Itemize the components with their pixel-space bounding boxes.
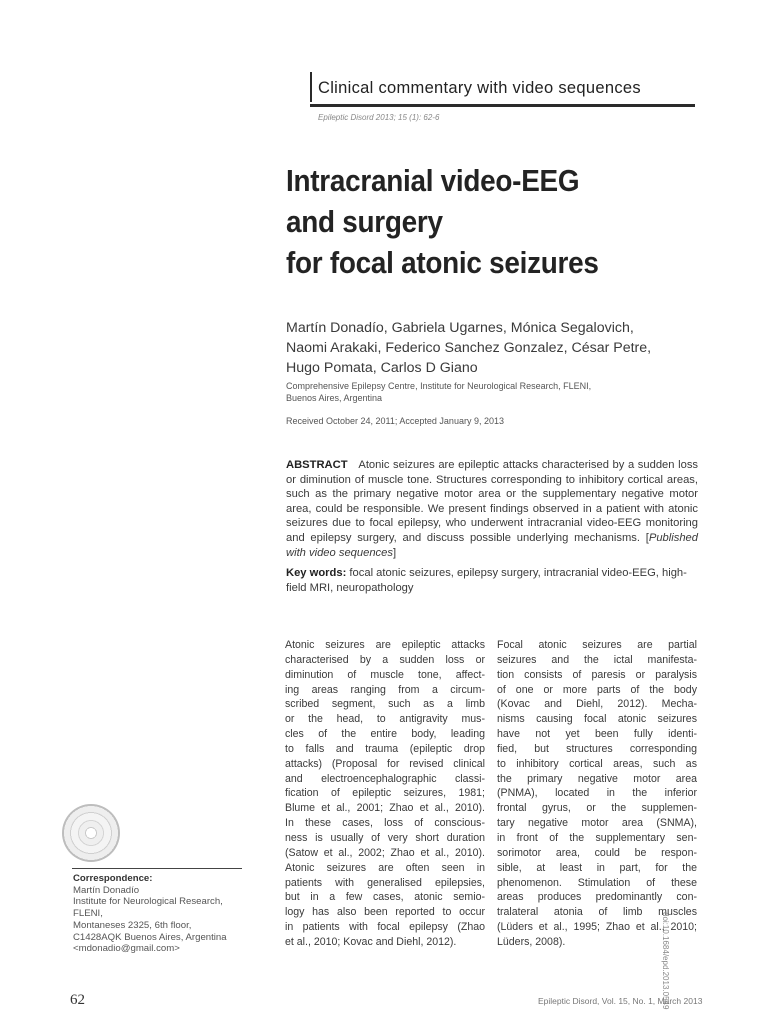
body-line: tary negative motor area (SNMA),	[497, 817, 697, 830]
body-line: attacks) (Proposal for revised clinical	[285, 757, 485, 770]
correspondence-rule	[72, 868, 242, 869]
body-line: tion consists of paresis or paralysis	[497, 668, 697, 681]
body-line: (Satow et al., 2002; Zhao et al., 2010).	[285, 846, 485, 859]
received-dates: Received October 24, 2011; Accepted January 9, 2013	[286, 416, 504, 426]
keywords-text: focal atonic seizures, epilepsy surgery, intracranial video-EEG, high-field MRI, neuropathology	[286, 567, 687, 594]
abstract	[286, 458, 698, 560]
affiliation-line: Comprehensive Epilepsy Centre, Institute for Neurological Research, FLENI,	[286, 381, 592, 391]
abstract-close-bracket: ]	[392, 546, 397, 559]
body-line: phenomenon. Stimulation of these	[497, 876, 697, 889]
body-line: have not yet been fully identi-	[497, 728, 697, 741]
body-line: et al., 2010; Kovac and Diehl, 2012).	[285, 935, 457, 948]
body-line: sorimotor area, could be respon-	[497, 846, 697, 859]
body-line: cles of the entire body, leading	[285, 728, 485, 741]
body-line: areas produces predominantly con-	[497, 891, 697, 904]
body-line: sible, at least in part, for the	[497, 861, 697, 874]
keywords-label: Key words:	[286, 567, 347, 579]
body-line: ing areas ranging from a circum-	[285, 683, 485, 696]
body-line: fied, but structures corresponding	[497, 742, 697, 755]
body-line: Lüders, 2008).	[497, 935, 566, 948]
body-line: In these cases, loss of conscious-	[285, 817, 485, 830]
body-line: Blume et al., 2001; Zhao et al., 2010).	[285, 802, 485, 815]
title-line: Intracranial video-EEG	[286, 163, 580, 198]
body-line: fication of epileptic seizures, 1981;	[285, 787, 485, 800]
abstract-label: ABSTRACT	[286, 459, 348, 471]
body-line: seizures and the ictal manifesta-	[497, 653, 697, 666]
keywords	[286, 566, 698, 595]
section-rule	[310, 104, 695, 107]
correspondence-label: Correspondence:	[73, 873, 153, 884]
body-line: diminution of muscle tone, affect-	[285, 668, 485, 681]
body-line: to inhibitory cortical areas, such as	[497, 757, 697, 770]
body-line: but in a few cases, atonic semio-	[285, 891, 485, 904]
doi-label[interactable]: doi:10.1684/epd.2013.0549	[661, 912, 670, 1010]
section-header-bar	[310, 72, 312, 102]
title-line: for focal atonic seizures	[286, 245, 599, 280]
body-line: or the head, to antigravity mus-	[285, 713, 485, 726]
body-line: of one or more parts of the body	[497, 683, 697, 696]
body-line: (Kovac and Diehl, 2012). Mecha-	[497, 698, 697, 711]
author-line: Naomi Arakaki, Federico Sanchez Gonzalez, César Petre,	[286, 340, 652, 356]
body-line: (Lüders et al., 1995; Zhao et al., 2010;	[497, 921, 697, 934]
body-line: patients with generalised epilepsies,	[285, 876, 485, 889]
body-line: to falls and trauma (epileptic drop	[285, 742, 485, 755]
body-column-left	[285, 638, 485, 950]
body-line: ness is usually of very short duration	[285, 831, 485, 844]
author-line: Martín Donadío, Gabriela Ugarnes, Mónica Segalovich,	[286, 320, 634, 336]
body-line: characterised by a sudden loss or	[285, 653, 485, 666]
page-number: 62	[70, 992, 85, 1008]
body-line: Atonic seizures are epileptic attacks	[285, 639, 485, 651]
correspondence-line: Institute for Neurological Research,	[73, 896, 223, 908]
title-line: and surgery	[286, 204, 443, 239]
article-title	[286, 160, 664, 283]
author-line: Hugo Pomata, Carlos D Giano	[286, 360, 478, 376]
correspondence	[73, 873, 273, 955]
abstract-published-note: Published with video sequences	[286, 531, 698, 559]
authors	[286, 318, 716, 378]
body-line: Atonic seizures are often seen in	[285, 861, 485, 874]
body-line: scribed segment, such as a limb	[285, 698, 485, 711]
affiliation	[286, 380, 706, 404]
body-line: Focal atonic seizures are partial	[497, 639, 697, 651]
body-line: nisms causing focal atonic seizures	[497, 713, 697, 726]
affiliation-line: Buenos Aires, Argentina	[286, 393, 383, 403]
body-line: in front of the supplementary sen-	[497, 831, 697, 844]
cd-disc-icon	[62, 804, 120, 862]
section-title: Clinical commentary with video sequences	[318, 79, 641, 97]
correspondence-email[interactable]: <mdonadio@gmail.com>	[73, 943, 180, 955]
body-line: (PNMA), located in the inferior	[497, 787, 697, 800]
journal-reference: Epileptic Disord 2013; 15 (1): 62-6	[318, 113, 440, 122]
body-line: logy has also been reported to occur	[285, 906, 485, 919]
correspondence-line: C1428AQK Buenos Aires, Argentina	[73, 931, 227, 943]
body-line: in patients with focal epilepsy (Zhao	[285, 921, 485, 934]
body-line: the primary negative motor area	[497, 772, 697, 785]
abstract-text: Atonic seizures are epileptic attacks characterised by a sudden loss or diminution of muscle tone. Structures corresponding to inhibitory cortical areas, such as the primary negative motor area or the supplementary negative motor area, could be responsible. We present findings observed in a patient with atonic seizures due to focal epilepsy, who underwent intracranial video-EEG monitoring and epilepsy surgery, and discuss possible underlying mechanisms. [	[286, 459, 699, 544]
body-column-right	[497, 638, 697, 950]
body-line: frontal gyrus, or the supplemen-	[497, 802, 697, 815]
body-line: and electroencephalographic classi-	[285, 772, 485, 785]
correspondence-line: Martín Donadío	[73, 884, 140, 896]
correspondence-line: FLENI,	[73, 908, 103, 920]
footer-journal: Epileptic Disord, Vol. 15, No. 1, March 2013	[538, 996, 703, 1006]
body-line: tralateral atonia of limb muscles	[497, 906, 697, 919]
correspondence-line: Montaneses 2325, 6th floor,	[73, 919, 192, 931]
